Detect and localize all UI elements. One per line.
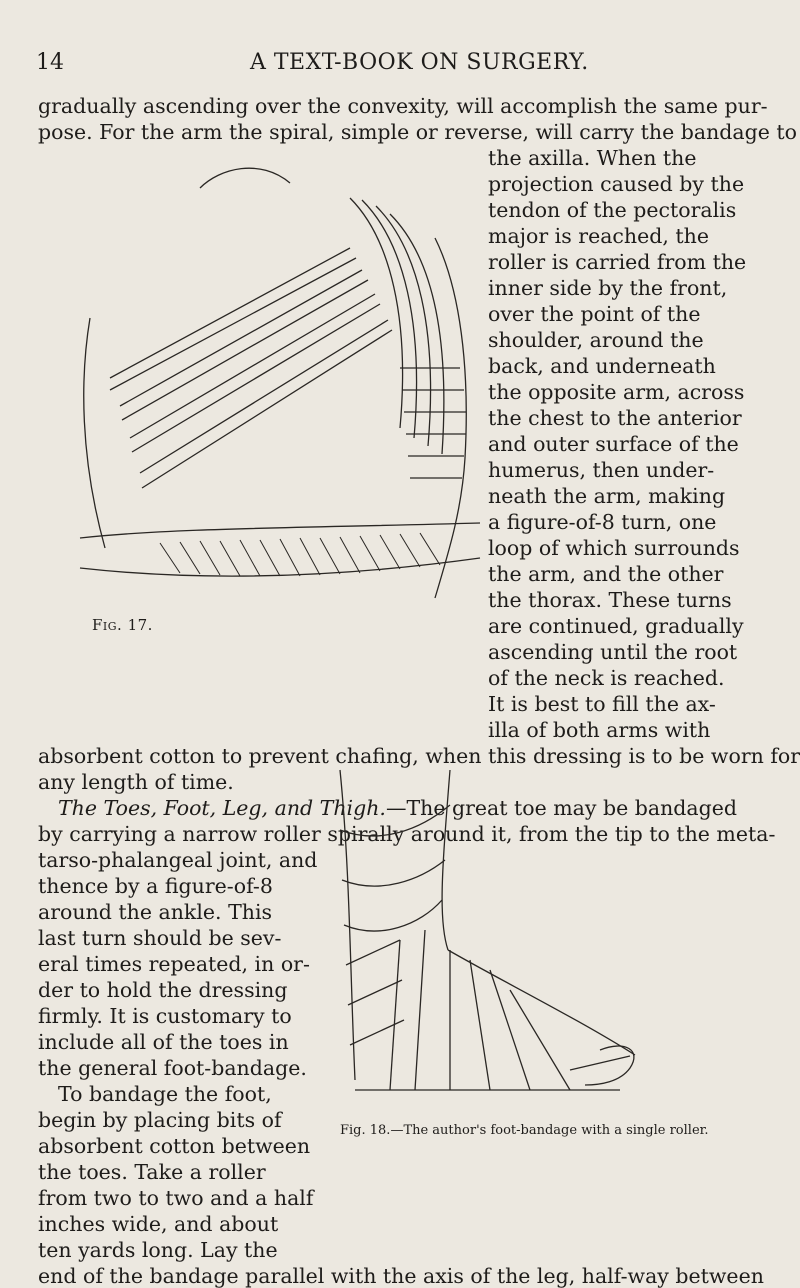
text-line: last turn should be sev- [38,926,282,950]
figure-17-illustration [50,128,495,608]
text-line: neath the arm, making [488,484,726,508]
text-line: projection caused by the [488,172,745,196]
text-line: ascending until the root [488,640,738,664]
text-line: der to hold the dressing [38,978,288,1002]
text-line: a figure-of-8 turn, one [488,510,717,534]
text-line: To bandage the foot, [58,1082,272,1106]
text-line: the general foot-bandage. [38,1056,307,1080]
text-line: pose. For the arm the spiral, simple or reverse, will carry the bandage to [38,120,797,144]
text-line: It is best to fill the ax- [488,692,716,716]
text-line: the axilla. When the [488,146,697,170]
text-line: the arm, and the other [488,562,724,586]
figure-17-caption: Fig. 17. [92,616,153,634]
figure-18-caption: Fig. 18.—The author's foot-bandage with a single roller. [340,1123,709,1138]
text-line: tarso-phalangeal joint, and [38,848,318,872]
text-line: back, and underneath [488,354,716,378]
text-line: tendon of the pectoralis [488,198,737,222]
text-line: include all of the toes in [38,1030,289,1054]
text-line: gradually ascending over the convexity, will accomplish the same pur- [38,94,768,118]
text-line: any length of time. [38,770,234,794]
text-line: inches wide, and about [38,1212,279,1236]
text-line: end of the bandage parallel with the axis of the leg, half-way between [38,1264,764,1288]
text-line: absorbent cotton to prevent chafing, when this dressing is to be worn for [38,744,800,768]
text-line: the chest to the anterior [488,406,742,430]
text-line: roller is carried from the [488,250,747,274]
text-line: firmly. It is customary to [38,1004,292,1028]
text-line: absorbent cotton between [38,1134,311,1158]
text-line: over the point of the [488,302,701,326]
text-line: humerus, then under- [488,458,715,482]
text-line: the thorax. These turns [488,588,732,612]
text-line: of the neck is reached. [488,666,725,690]
text-line: ten yards long. Lay the [38,1238,278,1262]
text-line: and outer surface of the [488,432,739,456]
text-line: the opposite arm, across [488,380,745,404]
text-line: the toes. Take a roller [38,1160,266,1184]
text-line: around the ankle. This [38,900,273,924]
text-line: are continued, gradually [488,614,744,638]
page-header [36,50,776,84]
text-line: major is reached, the [488,224,709,248]
text-line: from two to two and a half [38,1186,314,1210]
text-line: eral times repeated, in or- [38,952,310,976]
figure-18-illustration [330,750,650,1120]
text-line: inner side by the front, [488,276,728,300]
text-line: loop of which surrounds [488,536,740,560]
page-number: 14 [36,50,64,75]
text-line: thence by a figure-of-8 [38,874,273,898]
text-line: begin by placing bits of [38,1108,282,1132]
section-lead-text: —The great toe may be bandaged [385,796,738,820]
text-line: shoulder, around the [488,328,704,352]
running-title: A TEXT-BOOK ON SURGERY. [250,50,589,75]
text-line: by carrying a narrow roller spirally around it, from the tip to the meta- [38,822,776,846]
text-line: illa of both arms with [488,718,711,742]
section-heading: The Toes, Foot, Leg, and Thigh. [58,796,386,820]
